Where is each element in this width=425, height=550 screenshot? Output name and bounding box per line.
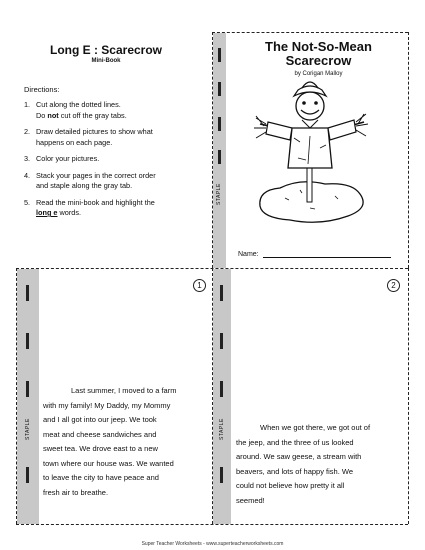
staple-label: STAPLE (25, 418, 31, 440)
mini-book-title: Long E : Scarecrow (49, 43, 163, 57)
name-label: Name: (238, 251, 259, 258)
tab-mark (220, 467, 223, 483)
footer-credit: Super Teacher Worksheets - www.superteacherworksheets.com (141, 541, 284, 547)
tab-mark (218, 117, 221, 131)
directions-label: Directions: (24, 85, 60, 94)
scarecrow-illustration (240, 78, 385, 238)
name-blank[interactable] (263, 250, 391, 258)
page-number-1: 1 (193, 279, 206, 292)
direction-step: 4. Stack your pages in the correct order and staple along the gray tab. (24, 170, 156, 190)
tab-mark (220, 381, 223, 397)
mini-book-subtitle: Mini-Book (91, 58, 121, 64)
direction-step: 5. Read the mini-book and highlight the long e words. (24, 197, 155, 217)
page1-story-text: Last summer, I moved to a farm with my family! My Daddy, my Mommy and I all got into our jeep. We took meat and cheese sandwiches and sweet tea. We drove east to a new town where our house was. We wanted to leave the city to have peace and fresh air to breathe. (43, 386, 177, 497)
tab-mark (218, 82, 221, 96)
staple-label: STAPLE (216, 183, 222, 205)
cut-line-right-lower (408, 268, 409, 524)
book-author: by Corigan Malloy (294, 71, 343, 77)
tab-mark (218, 150, 221, 164)
tab-mark (26, 381, 29, 397)
direction-step: 1. Cut along the dotted lines. Do not cut off the gray tabs. (24, 100, 127, 120)
direction-step: 3. Color your pictures. (24, 154, 100, 163)
book-title: The Not-So-Mean Scarecrow (265, 39, 372, 68)
tab-mark (26, 285, 29, 301)
student-name-field[interactable] (238, 250, 391, 258)
directions-list (24, 100, 204, 225)
tab-mark (220, 333, 223, 349)
direction-step: 2. Draw detailed pictures to show what happens on each page. (24, 127, 153, 147)
cut-line-bottom (16, 524, 408, 525)
page-number-2: 2 (387, 279, 400, 292)
page2-story-text: When we got there, we got out of the jeep, and the three of us looked around. We saw geese, a stream with beavers, and lots of happy fish. We could not believe how pretty it all seemed! (236, 423, 371, 505)
tab-mark (220, 285, 223, 301)
tab-mark (218, 48, 221, 62)
staple-label: STAPLE (219, 418, 225, 440)
cut-line-top-right (212, 32, 408, 33)
tab-mark (26, 467, 29, 483)
tab-mark (26, 333, 29, 349)
